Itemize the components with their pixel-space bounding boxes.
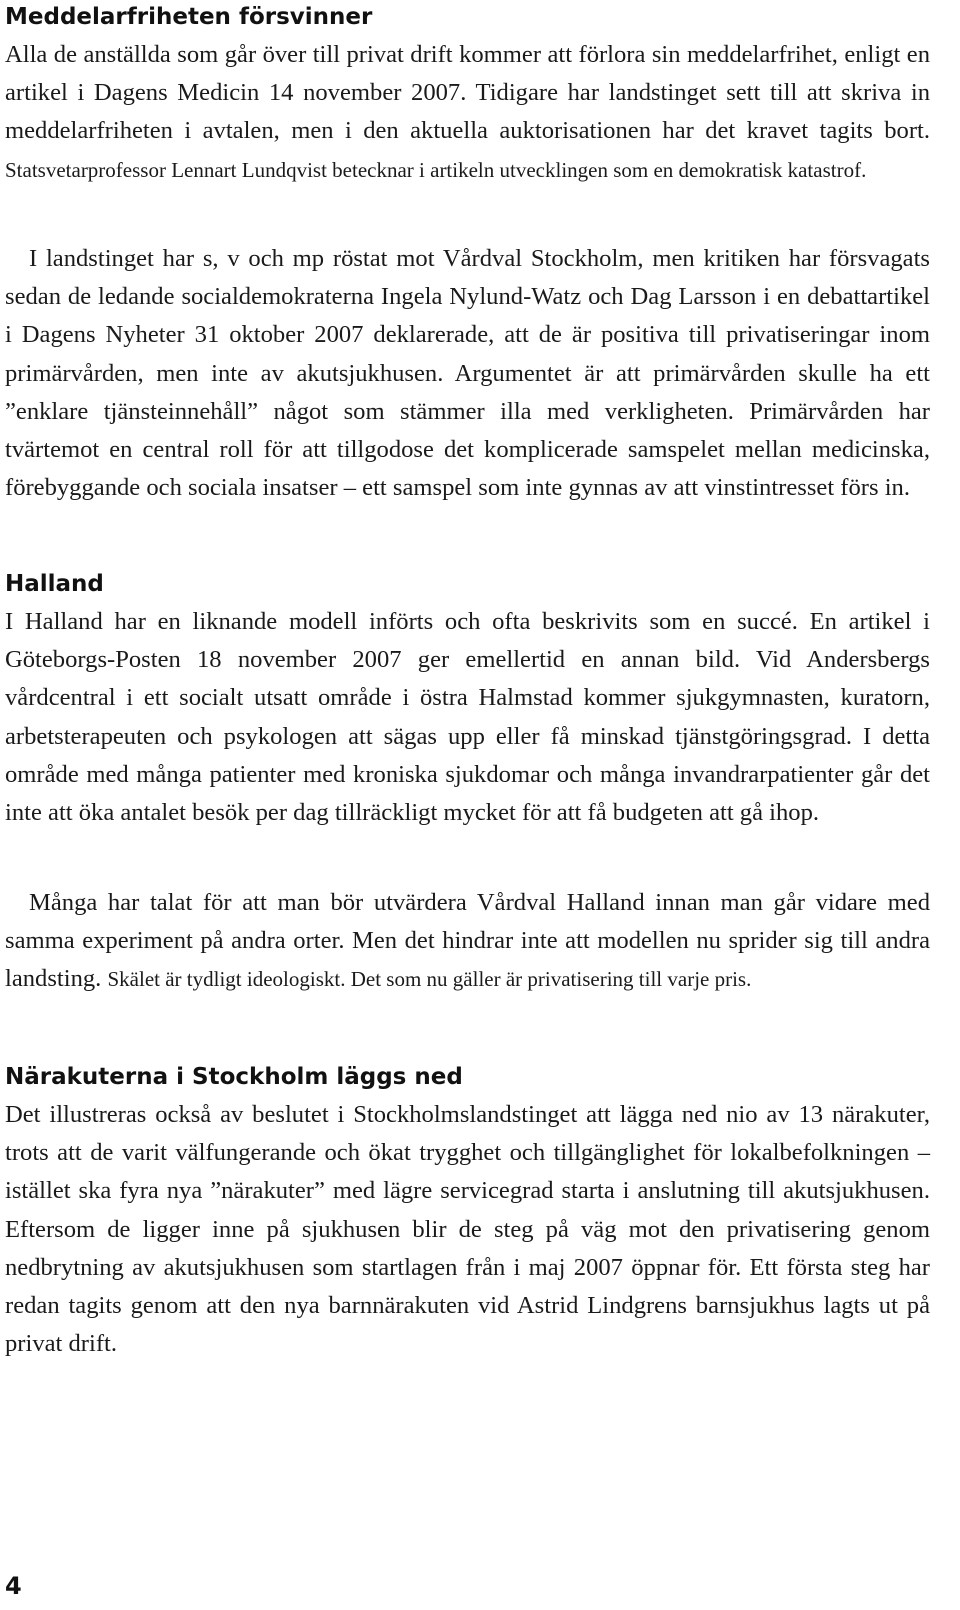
section-heading: Närakuterna i Stockholm läggs ned [5,1064,463,1090]
paragraph-text: Många har talat för att man bör utvärdera Vårdval Halland innan man går vidare med samma experiment på andra orter. Men det hindrar inte att modellen nu sprider sig till andra landsting. [5,889,930,993]
section-halland [5,569,930,832]
paragraph-text-small: Skälet är tydligt ideologiskt. Det som nu gäller är privatisering till varje pris. [107,967,752,992]
paragraph [5,36,930,189]
paragraph-text: Alla de anställda som går över till privat drift kommer att förlora sin meddelarfrihet, enligt en artikel i Dagens Medicin 14 november 2007. Tidigare har landstinget sett till att skriva in meddelarfriheten i avtalen, men i den aktuella auktorisationen har det kravet tagits bort. [5,41,930,145]
section-halland-paragraph-2 [5,884,930,999]
paragraph: I landstinget har s, v och mp röstat mot Vårdval Stockholm, men kritiken har försvagats sedan de ledande socialdemokraterna Ingela Nylund-Watz och Dag Larsson i en debattartikel i Dagens Nyheter 31 oktober 2007 deklarerade, att de är positiva till privatiseringar inom primärvården, men inte av akutsjukhusen. Argumentet är att primärvården skulle ha ett ”enklare tjänsteinnehåll” något som stämmer illa med verkligheten. Primärvården har tvärtemot en central roll för att tillgodose det komplicerade samspelet mellan medicinska, förebyggande och sociala insatser – ett samspel som inte gynnas av att vinstintresset förs in. [5,245,930,502]
paragraph-text-small: Statsvetarprofessor Lennart Lundqvist betecknar i artikeln utvecklingen som en demokratisk katastrof. [5,157,867,182]
section-heading: Meddelarfriheten försvinner [5,4,373,30]
page-number: 4 [5,1572,22,1600]
section-heading: Halland [5,571,104,597]
paragraph: I Halland har en liknande modell införts och ofta beskrivits som en succé. En artikel i Göteborgs-Posten 18 november 2007 ger emellertid en annan bild. Vid Andersbergs vårdcentral i ett socialt utsatt område i östra Halmstad kommer sjukgymnasten, kuratorn, arbetsterapeuten och psykologen att sägas upp eller få minskad tjänstgöringsgrad. I detta område med många patienter med kroniska sjukdomar och många invandrarpatienter går det inte att öka antalet besök per dag tillräckligt mycket för att få budgeten att gå ihop. [5,608,930,827]
paragraph [5,884,930,999]
section-meddelarfriheten [5,2,930,189]
section-meddelarfriheten-paragraph-2 [5,240,930,507]
section-narakuterna [5,1062,930,1363]
paragraph: Det illustreras också av beslutet i Stockholmslandstinget att lägga ned nio av 13 närakuter, trots att de varit välfungerande och ökat trygghet och tillgänglighet för lokalbefolkningen – istället ska fyra nya ”närakuter” med lägre servicegrad starta i anslutning till akutsjukhusen. Eftersom de ligger inne på sjukhusen blir de steg på väg mot den privatisering genom nedbrytning av akutsjukhusen som startlagen från i maj 2007 öppnar för. Ett första steg har redan tagits genom att den nya barnnärakuten vid Astrid Lindgrens barnsjukhus lagts ut på privat drift. [5,1101,930,1358]
